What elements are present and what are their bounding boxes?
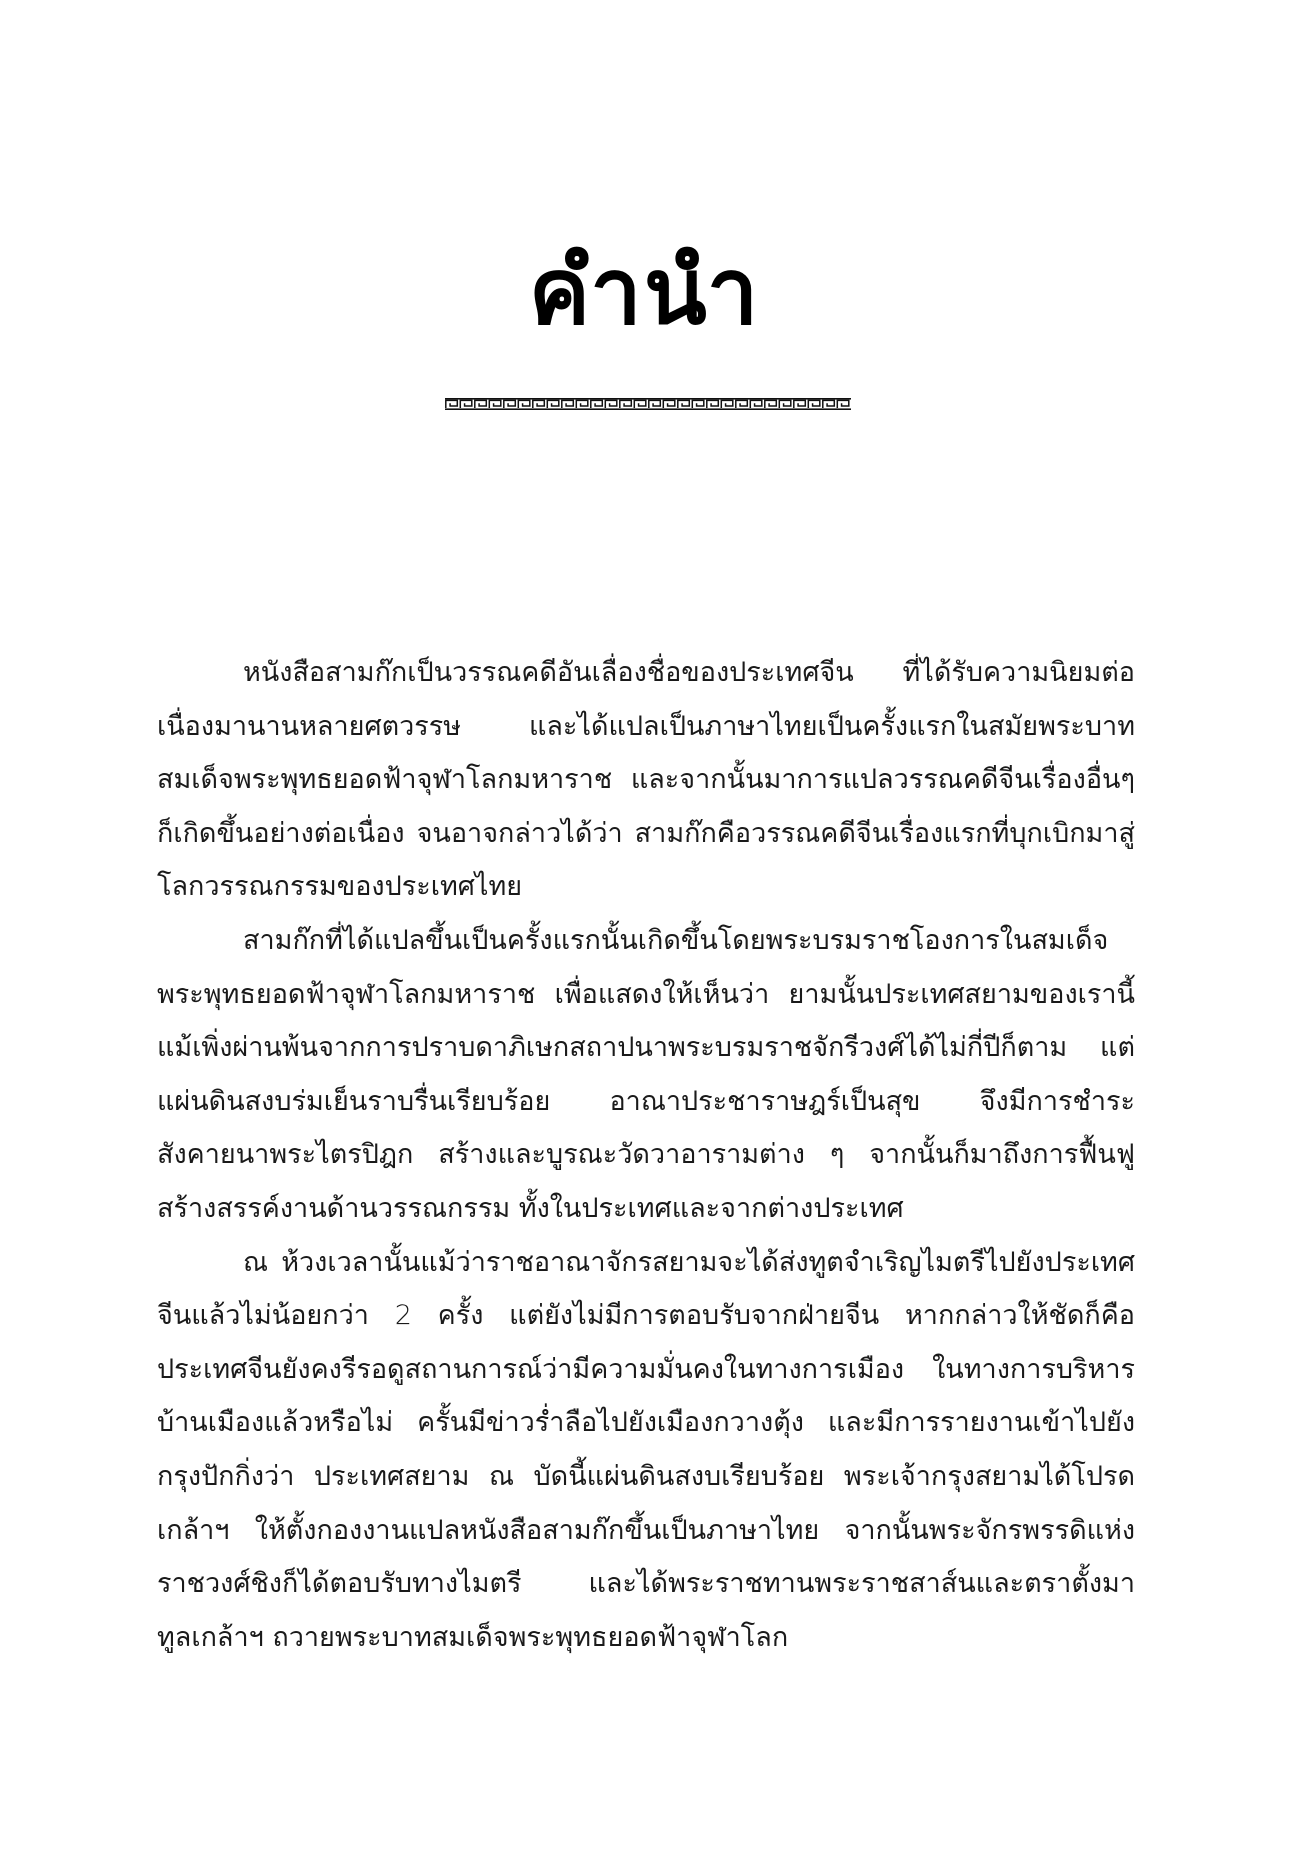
ornament-motif <box>475 400 487 408</box>
paragraph-3: ณ ห้วงเวลานั้นแม้ว่าราชอาณาจักรสยามจะได้ส่งทูตจำเริญไมตรีไปยังประเทศจีนแล้วไม่น้อยกว่า 2 ครั้ง แต่ยังไม่มีการตอบรับจากฝ่ายจีน หากกล่าวให้ชัดก็คือ ประเทศจีนยังคงรีรอดูสถานการณ์ว่ามีความมั่นคงในทางการเมือง ในทางการบริหารบ้านเมืองแล้วหรือไม่ ครั้นมีข่าวร่ำลือไปยังเมืองกวางตุ้ง และมีการรายงานเข้าไปยังกรุงปักกิ่งว่า ประเทศสยาม ณ บัดนี้แผ่นดินสงบเรียบร้อย พระเจ้ากรุงสยามได้โปรดเกล้าฯ ให้ตั้งกองงานแปลหนังสือสามก๊กขึ้นเป็นภาษาไทย จากนั้นพระจักรพรรดิแห่งราชวงศ์ชิงก็ได้ตอบรับทางไมตรี และได้พระราชทานพระราชสาส์นและตราตั้งมาทูลเกล้าฯ ถวายพระบาทสมเด็จพระพุทธยอดฟ้าจุฬาโลก <box>157 1246 1135 1653</box>
ornament-motif <box>779 400 791 408</box>
ornamental-divider <box>445 398 851 410</box>
ornament-motif <box>460 400 472 408</box>
ornament-motif <box>794 400 806 408</box>
ornament-motif <box>533 400 545 408</box>
ornament-motif <box>823 400 835 408</box>
ornament-motif <box>736 400 748 408</box>
ornament-rail <box>445 408 851 410</box>
ornament-motif <box>692 400 704 408</box>
ornament-motif <box>547 400 559 408</box>
ornament-motif <box>576 400 588 408</box>
page-title: คำนำ <box>528 237 761 345</box>
ornament-motif <box>663 400 675 408</box>
ornament-motif <box>620 400 632 408</box>
ornament-motif <box>808 400 820 408</box>
paragraph-1: หนังสือสามก๊กเป็นวรรณคดีอันเลื่องชื่อของประเทศจีน ที่ได้รับความนิยมต่อเนื่องมานานหลายศตวรรษ และได้แปลเป็นภาษาไทยเป็นครั้งแรกในสมัยพระบาทสมเด็จพระพุทธยอดฟ้าจุฬาโลกมหาราช และจากนั้นมาการแปลวรรณคดีจีนเรื่องอื่นๆ ก็เกิดขึ้นอย่างต่อเนื่อง จนอาจกล่าวได้ว่า สามก๊กคือวรรณคดีจีนเรื่องแรกที่บุกเบิกมาสู่โลกวรรณกรรมของประเทศไทย <box>157 657 1135 903</box>
ornament-motif <box>562 400 574 408</box>
ornament-motif <box>750 400 762 408</box>
ornament-motif <box>765 400 777 408</box>
ornament-rail <box>445 398 851 400</box>
body-text <box>157 646 1135 1664</box>
ornament-motif <box>591 400 603 408</box>
ornament-motif <box>446 400 458 408</box>
ornament-motif <box>837 400 849 408</box>
paragraph-2: สามก๊กที่ได้แปลขึ้นเป็นครั้งแรกนั้นเกิดขึ้นโดยพระบรมราชโองการในสมเด็จพระพุทธยอดฟ้าจุฬาโลกมหาราช เพื่อแสดงให้เห็นว่า ยามนั้นประเทศสยามของเรานี้แม้เพิ่งผ่านพ้นจากการปราบดาภิเษกสถาปนาพระบรมราชจักรีวงศ์ได้ไม่กี่ปีก็ตาม แต่แผ่นดินสงบร่มเย็นราบรื่นเรียบร้อย อาณาประชาราษฎร์เป็นสุข จึงมีการชำระสังคายนาพระไตรปิฎก สร้างและบูรณะวัดวาอารามต่าง ๆ จากนั้นก็มาถึงการฟื้นฟูสร้างสรรค์งานด้านวรรณกรรม ทั้งในประเทศและจากต่างประเทศ <box>157 924 1135 1224</box>
ornament-motif <box>489 400 501 408</box>
ornament-motif <box>678 400 690 408</box>
ornament-motif <box>504 400 516 408</box>
greek-key-ornament <box>445 398 851 410</box>
ornament-motif <box>518 400 530 408</box>
ornament-motif <box>649 400 661 408</box>
ornament-motif <box>721 400 733 408</box>
ornament-motif <box>605 400 617 408</box>
ornament-motif <box>707 400 719 408</box>
ornament-motif <box>634 400 646 408</box>
